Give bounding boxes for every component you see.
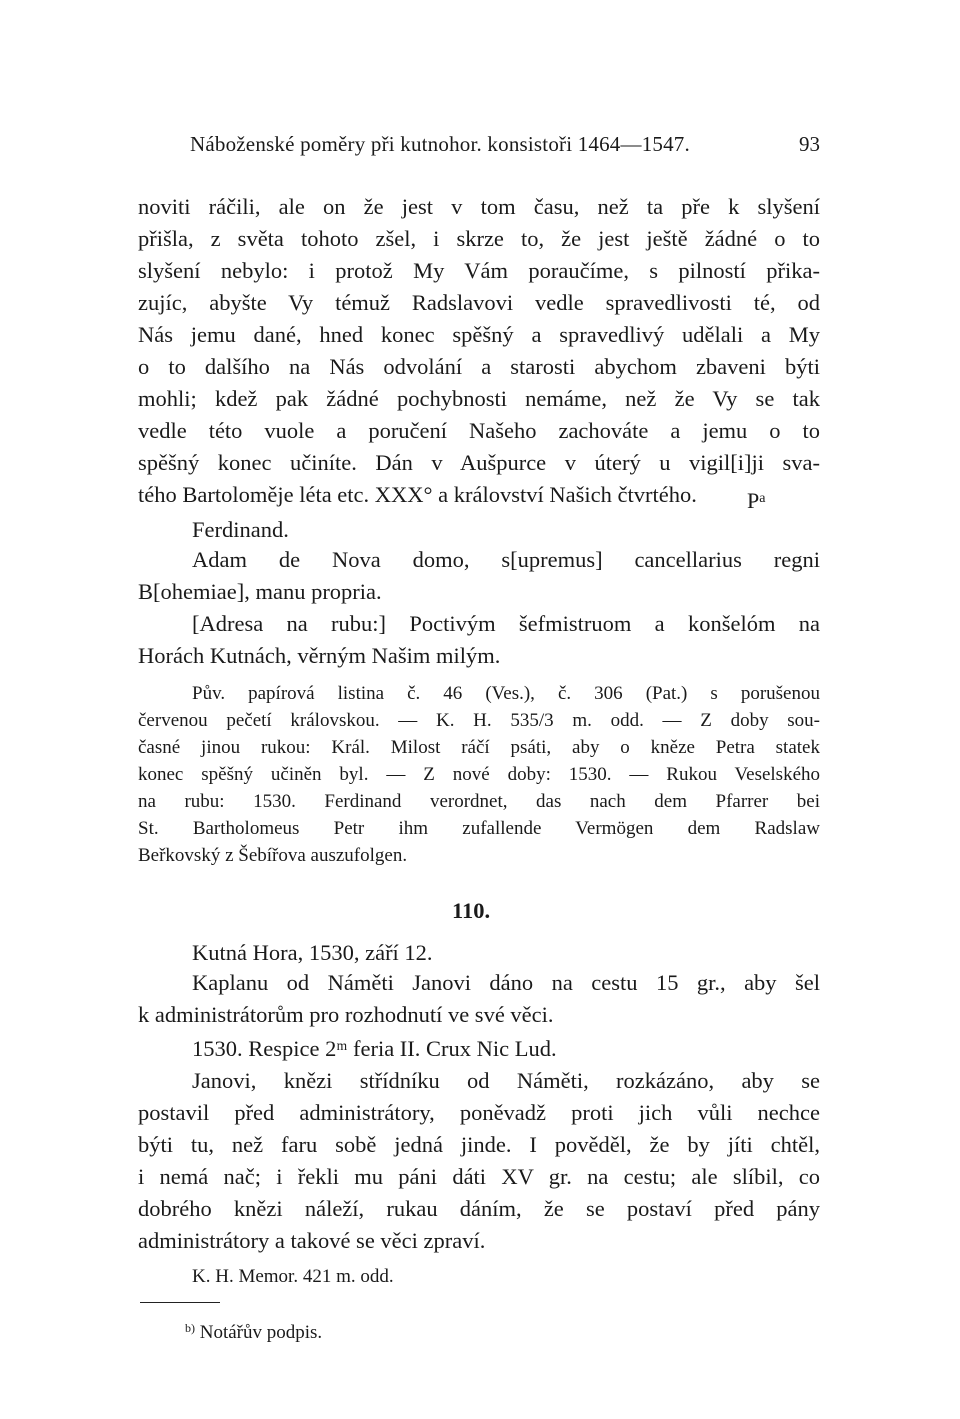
body-line: administrátory a takové se věci zpraví. <box>138 1228 486 1253</box>
text-line: noviti ráčili, ale on že jest v tom času, než ta pře k slyšení <box>138 194 820 219</box>
text-line: zujíc, abyšte Vy témuž Radslavovi vedle spravedlivosti té, od <box>138 290 820 315</box>
footnote-rule <box>140 1302 220 1303</box>
running-header <box>190 132 820 162</box>
text-line: vedle této vuole a poručení Našeho zachováte a jemu o to <box>138 418 820 443</box>
chancellor-line: B[ohemiae], manu propria. <box>138 579 382 604</box>
note-line: na rubu: 1530. Ferdinand verordnet, das nach dem Pfarrer bei <box>138 791 820 812</box>
body-line: i nemá nač; i řekli mu páni dáti XV gr. na cestu; ale slíbil, co <box>138 1164 820 1189</box>
entry-source: K. H. Memor. 421 m. odd. <box>192 1266 394 1287</box>
footnote-mark: b) <box>185 1321 195 1335</box>
body-line: Janovi, knězi střídníku od Náměti, rozkázáno, aby se <box>192 1068 820 1093</box>
pa-letter: P <box>747 488 760 513</box>
page-number: 93 <box>799 132 820 156</box>
text-line: Nás jemu dané, hned konec spěšný a spravedlivý udělali a My <box>138 322 820 347</box>
text-line: spěšný konec učiníte. Dán v Aušpurce v úterý u vigil[i]ji sva- <box>138 450 820 475</box>
text-line: o to dalšího na Nás odvolání a starosti abychom zbaveni býti <box>138 354 820 379</box>
note-line: Pův. papírová listina č. 46 (Ves.), č. 306 (Pat.) s porušenou <box>192 683 820 704</box>
entry-summary-line: Kaplanu od Náměti Janovi dáno na cestu 15 gr., aby šel <box>192 970 820 995</box>
text-line: slyšení nebylo: i protož My Vám poraučíme, s pilností přika- <box>138 258 820 283</box>
pa-mark <box>747 488 765 514</box>
text-line: mohli; kdež pak žádné pochybnosti nemáme, než že Vy se tak <box>138 386 820 411</box>
body-line: dobrého knězi náleží, rukau dáním, že se postaví před pány <box>138 1196 820 1221</box>
signature-name: Ferdinand. <box>192 517 289 542</box>
entry-date-line: 1530. Respice 2ᵐ feria II. Crux Nic Lud. <box>192 1036 557 1061</box>
running-title: Náboženské poměry při kutnohor. konsistoři 1464—1547. <box>190 132 690 156</box>
note-line: St. Bartholomeus Petr ihm zufallende Vermögen dem Radslaw <box>138 818 820 839</box>
text-line: tého Bartoloměje léta etc. XXX° a království Našich čtvrtého. <box>138 482 697 507</box>
address-line: Horách Kutnách, věrným Našim milým. <box>138 643 501 668</box>
pa-sup: a <box>759 491 766 506</box>
chancellor-line: Adam de Nova domo, s[upremus] cancellarius regni <box>192 547 820 572</box>
entry-place-date: Kutná Hora, 1530, září 12. <box>192 940 433 965</box>
note-line: Beřkovský z Šebířova auszufolgen. <box>138 845 408 866</box>
note-line: červenou pečetí královskou. — K. H. 535/3 m. odd. — Z doby sou- <box>138 710 820 731</box>
note-line: časné jinou rukou: Král. Milost ráčí psáti, aby o kněze Petra statek <box>138 737 820 758</box>
entry-number: 110. <box>452 898 491 923</box>
text-line: přišla, z světa tohoto zšel, i skrze to, že jest ještě žádné o to <box>138 226 820 251</box>
body-line: býti tu, než faru sobě jedná jinde. I pověděl, že by jíti chtěl, <box>138 1132 820 1157</box>
entry-summary-line: k administrátorům pro rozhodnutí ve své věci. <box>138 1002 554 1027</box>
body-line: postavil před administrátory, poněvadž proti jich vůli nechce <box>138 1100 820 1125</box>
footnote <box>185 1321 322 1344</box>
footnote-text: Notářův podpis. <box>199 1322 323 1343</box>
note-line: konec spěšný učiněn byl. — Z nové doby: 1530. — Rukou Veselského <box>138 764 820 785</box>
address-line: [Adresa na rubu:] Poctivým šefmistruom a konšelóm na <box>192 611 820 636</box>
